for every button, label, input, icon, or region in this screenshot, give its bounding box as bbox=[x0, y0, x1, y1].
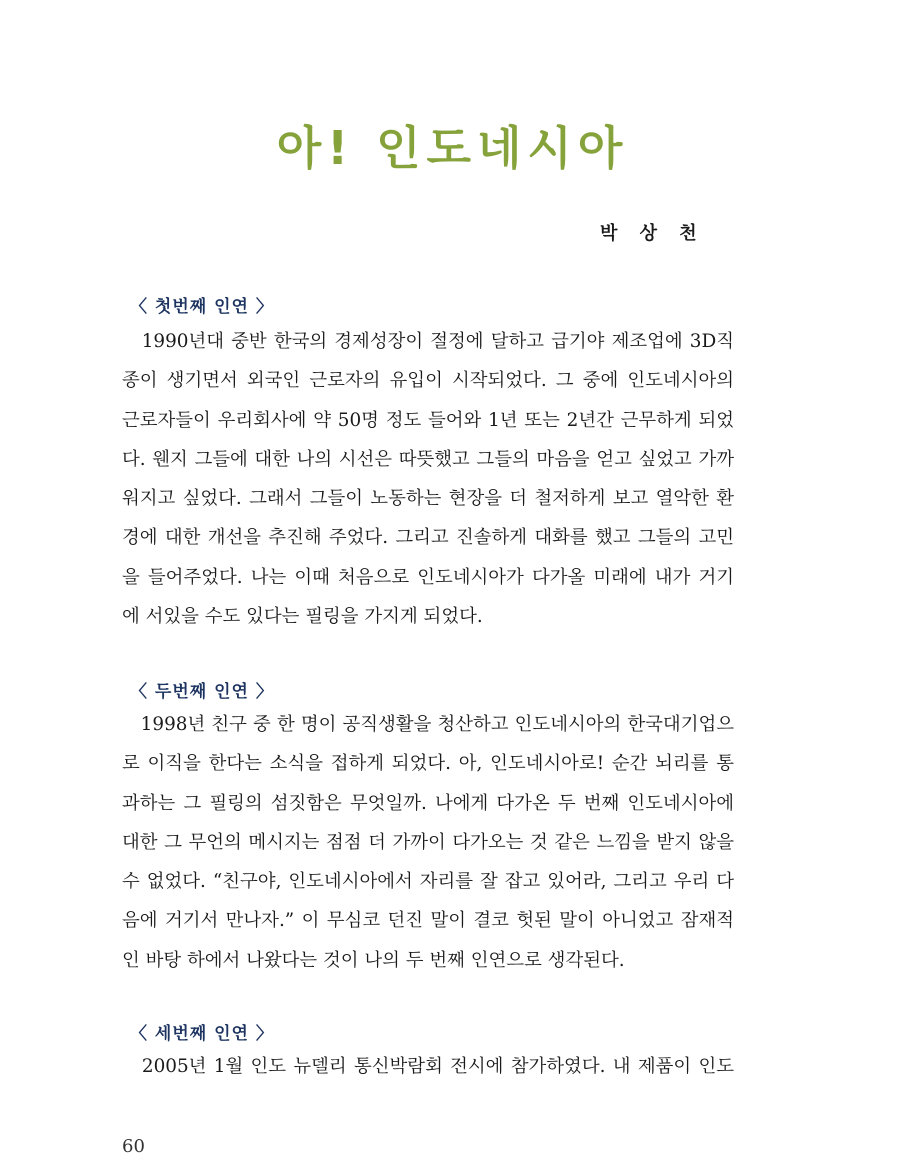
text-line: 1990년대 중반 한국의 경제성장이 절정에 달하고 급기야 제조업에 3D직 bbox=[122, 331, 734, 352]
section-heading-first: 〈 첫번째 인연 〉 bbox=[130, 297, 274, 317]
text-line: 2005년 1월 인도 뉴델리 통신박람회 전시에 참가하였다. 내 제품이 인도 bbox=[122, 1056, 734, 1077]
text-line: 종이 생기면서 외국인 근로자의 유입이 시작되었다. 그 중에 인도네시아의 bbox=[122, 370, 734, 392]
page-number: 60 bbox=[122, 1136, 145, 1157]
section-body-first bbox=[122, 322, 734, 636]
text-line: 로 이직을 한다는 소식을 접하게 되었다. 아, 인도네시아로! 순간 뇌리를 통 bbox=[122, 753, 734, 775]
text-line: 다. 웬지 그들에 대한 나의 시선은 따뜻했고 그들의 마음을 얻고 싶었고 가까 bbox=[122, 448, 734, 470]
text-line: 근로자들이 우리회사에 약 50명 정도 들어와 1년 또는 2년간 근무하게 되었 bbox=[122, 409, 734, 431]
text-line: 경에 대한 개선을 추진해 주었다. 그리고 진솔하게 대화를 했고 그들의 고민 bbox=[122, 527, 734, 549]
essay-title: 아! 인도네시아 bbox=[276, 121, 629, 175]
text-line: 대한 그 무언의 메시지는 점점 더 가까이 다가오는 것 같은 느낌을 받지 않을 bbox=[122, 831, 734, 853]
section-heading-second: 〈 두번째 인연 〉 bbox=[130, 682, 274, 702]
section-heading-third: 〈 세번째 인연 〉 bbox=[130, 1024, 274, 1044]
text-line: 에 서있을 수도 있다는 필링을 가지게 되었다. bbox=[122, 606, 483, 628]
text-line: 수 없었다. “친구야, 인도네시아에서 자리를 잘 잡고 있어라, 그리고 우리 다 bbox=[122, 871, 734, 893]
text-line: 음에 거기서 만나자.” 이 무심코 던진 말이 결코 헛된 말이 아니었고 잠재적 bbox=[122, 910, 734, 932]
text-line: 1998년 친구 중 한 명이 공직생활을 청산하고 인도네시아의 한국대기업으 bbox=[122, 714, 734, 735]
text-line: 과하는 그 필링의 섬짓함은 무엇일까. 나에게 다가온 두 번째 인도네시아에 bbox=[122, 792, 734, 814]
text-line: 을 들어주었다. 나는 이때 처음으로 인도네시아가 다가올 미래에 내가 거기 bbox=[122, 566, 734, 588]
text-line: 인 바탕 하에서 나왔다는 것이 나의 두 번째 인연으로 생각된다. bbox=[122, 949, 625, 971]
text-line: 워지고 싶었다. 그래서 그들이 노동하는 현장을 더 철저하게 보고 열악한 환 bbox=[122, 488, 734, 510]
section-body-second bbox=[122, 705, 734, 980]
section-body-third bbox=[122, 1047, 734, 1086]
author-name: 박 상 천 bbox=[600, 223, 705, 244]
